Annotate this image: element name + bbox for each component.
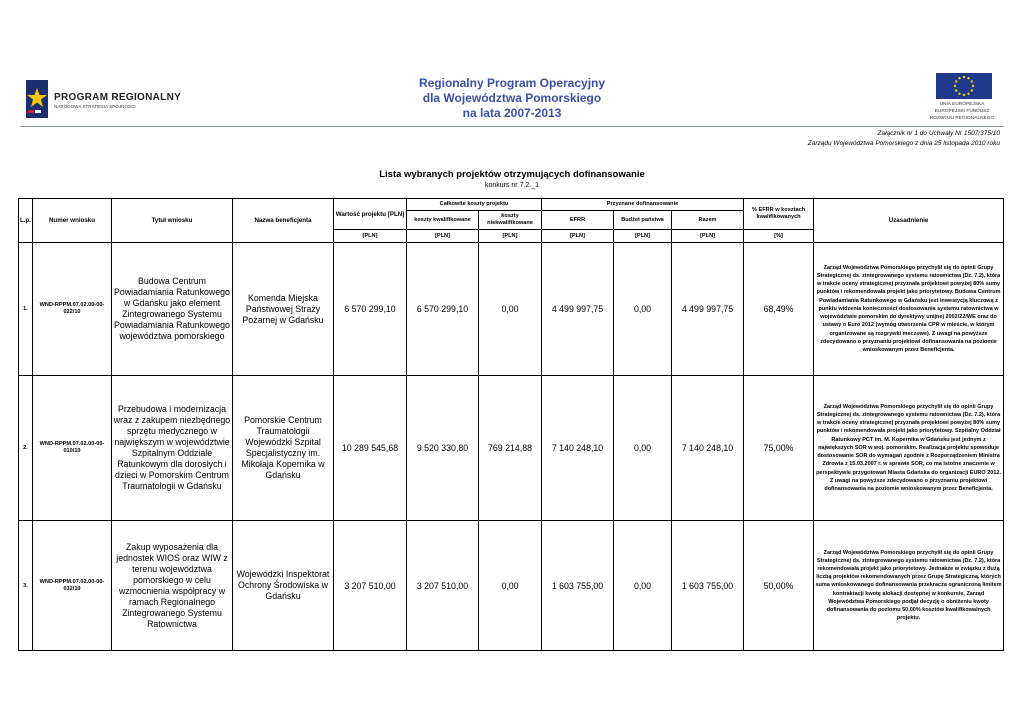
heading-line-3: na lata 2007-2013 [462, 106, 562, 120]
eu-logo-line-2: EUROPEJSKI FUNDUSZ [934, 109, 990, 114]
header-numer-wniosku: Numer wniosku [33, 199, 112, 243]
heading-line-2: dla Województwa Pomorskiego [422, 91, 602, 105]
header-tytul-wniosku: Tytuł wniosku [112, 199, 233, 243]
row-wartosc: 6 570 299,10 [334, 243, 407, 376]
row-efrr-percent: 50,00% [744, 521, 814, 651]
row-budzet: 0,00 [614, 243, 672, 376]
unit-budzet: [PLN] [614, 230, 672, 243]
row-beneficjent: Komenda Miejska Państwowej Straży Pożarnej w Gdańsku [233, 243, 334, 376]
annex-line-2: Zarządu Województwa Pomorskiego z dnia 25 listopada 2010 roku [807, 140, 1000, 147]
header-koszty-kwalifikowane: koszty kwalifikowane [407, 211, 479, 230]
unit-niekwal: [PLN] [479, 230, 542, 243]
row-lp: 3. [19, 521, 33, 651]
header-efrr-percent: % EFRR w kosztach kwalifikowanych [744, 199, 814, 230]
row-koszty-niekwal: 769 214,88 [479, 376, 542, 521]
row-efrr-percent: 75,00% [744, 376, 814, 521]
row-koszty-kwal: 3 207 510,00 [407, 521, 479, 651]
row-wartosc: 3 207 510,00 [334, 521, 407, 651]
unit-kwal: [PLN] [407, 230, 479, 243]
row-efrr-percent: 68,49% [744, 243, 814, 376]
row-razem: 7 140 248,10 [672, 376, 744, 521]
row-efrr: 7 140 248,10 [542, 376, 614, 521]
row-lp: 2. [19, 376, 33, 521]
header-divider [20, 126, 1004, 127]
annex-line-1: Załącznik nr 1 do Uchwały Nr 1507/375/10 [877, 130, 1000, 137]
unit-efrr: [PLN] [542, 230, 614, 243]
header-budzet-panstwa: Budżet państwa [614, 211, 672, 230]
document-subtitle: konkurs nr 7.2._1 [484, 182, 540, 189]
header-przyznane-dofinansowanie: Przyznane dofinansowanie [542, 199, 744, 211]
header-uzasadnienie: Uzasadnienie [814, 199, 1004, 243]
eu-logo-line-1: UNIA EUROPEJSKA [939, 102, 985, 107]
row-koszty-niekwal: 0,00 [479, 243, 542, 376]
row-koszty-kwal: 9 520 330,80 [407, 376, 479, 521]
row-efrr: 1 603 755,00 [542, 521, 614, 651]
row-numer-wniosku: WND-RPPM.07.02.00-00-022/10 [33, 243, 112, 376]
eu-logo-line-3: ROZWOJU REGIONALNEGO [929, 116, 995, 121]
unit-wartosc: [PLN] [334, 230, 407, 243]
table-row [19, 376, 1004, 521]
row-uzasadnienie: Zarząd Województwa Pomorskiego przychylił się do opinii Grupy Strategicznej ds. zintegrowanego systemu ratownictwa (Dz. 7.2), która w trakcie oceny strategicznej przyznała projektowi powyżej 80% sumy punktów i rekomendowała projekt jako priorytetowy. Budowa Centrum Powiadamiania Ratunkowego w Gdańsku jest inwestycją kluczową z punktu widzenia konieczności dostosowania systemu ratownictwa w województwie pomorskim do dyrektywy unijnej 2002/22/WE oraz do ustawy o Euro 2012 (wymóg utworzenia CPR w mieście, w którym organizowane są rozgrywki meczowe). Z uwagi na powyższe zdecydowano o przyznaniu projektowi dofinansowania na poziomie wnioskowanym przez Beneficjenta. [814, 243, 1004, 376]
header-beneficjent: Nazwa beneficjenta [233, 199, 334, 243]
row-uzasadnienie: Zarząd Województwa Pomorskiego przychylił się do opinii Grupy Strategicznej ds. zintegrowanego systemu ratownictwa (Dz. 7.2), która w trakcie oceny strategicznej przyznała projektowi powyżej 80% sumy punktów i rekomendowała projekt jako priorytetowy. Szpitalny Oddział Ratunkowy PCT im. M. Kopernika w Gdańsku jest jednym z największych SOR w woj. pomorskim. Realizacja projektu spowoduje dostosowanie SOR do wymagań zgodnie z Rozporządzeniem Ministra Zdrowia z 15.03.2007 r. w sprawie SOR, co ma istotne znaczenie w perspektywie przygotowań Miasta Gdańska do organizacji EURO 2012. Z uwagi na powyższe zdecydowano o przyznaniu projektowi dofinansowania na poziomie wnioskowanym przez Beneficjenta. [814, 376, 1004, 521]
unit-razem: [PLN] [672, 230, 744, 243]
row-razem: 4 499 997,75 [672, 243, 744, 376]
row-tytul-wniosku: Zakup wyposażenia dla jednostek WIOS oraz WIW z terenu województwa pomorskiego w celu wzmocnienia współpracy w ramach Regionalnego Zintegrowanego Systemu Ratownictwa [112, 521, 233, 651]
header-lp: L.p. [19, 199, 33, 243]
program-regionalny-title: PROGRAM REGIONALNY [54, 92, 182, 103]
row-beneficjent: Wojewódzki Inspektorat Ochrony Środowiska w Gdańsku [233, 521, 334, 651]
program-regionalny-subtitle: NARODOWA STRATEGIA SPÓJNOŚCI [54, 104, 136, 109]
header-koszty-niekwalifikowane: koszty niekwalifikowane [479, 211, 542, 230]
row-efrr: 4 499 997,75 [542, 243, 614, 376]
eu-flag-icon [936, 73, 992, 99]
row-budzet: 0,00 [614, 521, 672, 651]
row-budzet: 0,00 [614, 376, 672, 521]
row-wartosc: 10 289 545,68 [334, 376, 407, 521]
table-row [19, 243, 1004, 376]
row-koszty-niekwal: 0,00 [479, 521, 542, 651]
annex-note [808, 129, 1000, 149]
page-heading [0, 76, 1024, 121]
eu-logo [920, 70, 1004, 124]
heading-line-1: Regionalny Program Operacyjny [418, 76, 606, 90]
row-tytul-wniosku: Budowa Centrum Powiadamiania Ratunkowego w Gdańsku jako element Zintegrowanego Systemu Powiadamiania Ratunkowego województwa pomorskiego [112, 243, 233, 376]
row-numer-wniosku: WND-RPPM.07.02.00-00-032/10 [33, 521, 112, 651]
row-lp: 1. [19, 243, 33, 376]
row-koszty-kwal: 6 570 299,10 [407, 243, 479, 376]
projects-table [18, 198, 1004, 651]
header-razem: Razem [672, 211, 744, 230]
row-razem: 1 603 755,00 [672, 521, 744, 651]
table-row [19, 521, 1004, 651]
unit-percent: [%] [744, 230, 814, 243]
row-uzasadnienie: Zarząd Województwa Pomorskiego przychylił się do opinii Grupy Strategicznej ds. zintegrowanego systemu ratownictwa (Dz. 7.2), która rekomendowała projekt jako priorytetowy. Jednakże w związku z dużą liczbą projektów rekomendowanych przez Grupę Strategiczną, których suma wnioskowanego dofinansowania przekracza ograniczoną limitem kontraktacji kwotę alokacji dostępnej w konkursie, Zarząd Województwa Pomorskiego podjął decyzję o obniżeniu kwoty dofinansowania do poziomu 50,00% kosztów kwalifikowalnych projektu. [814, 521, 1004, 651]
row-tytul-wniosku: Przebudowa i modernizacja wraz z zakupem niezbędnego sprzętu medycznego w największym w województwie Szpitalnym Oddziale Ratunkowym dla dorosłych i dzieci w Pomorskim Centrum Traumatologii w Gdańsku [112, 376, 233, 521]
document-title: Lista wybranych projektów otrzymujących dofinansowanie [379, 169, 645, 180]
row-beneficjent: Pomorskie Centrum Traumatologii Wojewódzki Szpital Specjalistyczny im. Mikołaja Kopernika w Gdańsku [233, 376, 334, 521]
header-wartosc-projektu: Wartość projektu [PLN] [334, 199, 407, 230]
header-calkowite-koszty: Całkowite koszty projektu [407, 199, 542, 211]
header-efrr: EFRR [542, 211, 614, 230]
row-numer-wniosku: WND-RPPM.07.02.00-00-010/10 [33, 376, 112, 521]
